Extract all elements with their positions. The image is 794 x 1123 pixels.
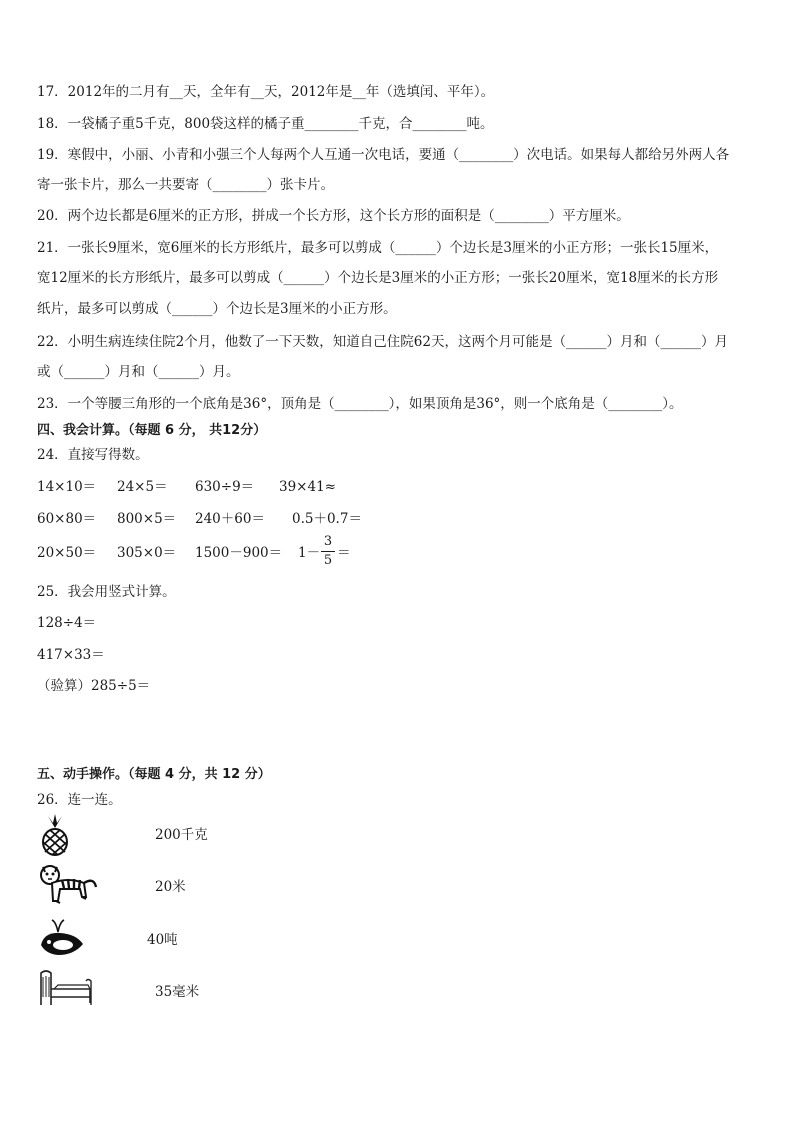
question-21-line3: 纸片，最多可以剪成（______）个边长是3厘米的小正方形。 bbox=[37, 301, 397, 317]
calc-item: 0.5＋0.7＝ bbox=[292, 511, 362, 527]
vertical-calc-1: 128÷4＝ bbox=[37, 615, 97, 631]
bed-icon bbox=[38, 967, 94, 1007]
vertical-calc-2: 417×33＝ bbox=[37, 647, 105, 663]
match-label: 200千克 bbox=[155, 827, 208, 843]
calc-item: 800×5＝ bbox=[117, 511, 177, 527]
question-22-line2: 或（______）月和（______）月。 bbox=[37, 364, 240, 380]
pineapple-icon bbox=[38, 814, 72, 856]
calc-item: 20×50＝ bbox=[37, 545, 97, 561]
fraction-denominator: 5 bbox=[323, 553, 333, 568]
calc-item: 14×10＝ bbox=[37, 479, 97, 495]
calc-item: 305×0＝ bbox=[117, 545, 177, 561]
fraction-prefix: 1－ bbox=[298, 545, 321, 561]
question-19-line2: 寄一张卡片，那么一共要寄（________）张卡片。 bbox=[37, 177, 334, 193]
section-4-title: 四、我会计算。（每题 6 分， 共12分） bbox=[37, 423, 267, 438]
question-26: 26．连一连。 bbox=[37, 792, 122, 808]
calc-item: 630÷9＝ bbox=[195, 479, 255, 495]
calc-item: 39×41≈ bbox=[279, 479, 336, 495]
match-label: 20米 bbox=[155, 879, 186, 895]
question-22-line1: 22．小明生病连续住院2个月，他数了一下天数，知道自己住院62天，这两个月可能是（______）月和（______）月 bbox=[37, 334, 728, 350]
match-label: 40吨 bbox=[147, 932, 178, 948]
question-23: 23．一个等腰三角形的一个底角是36°，顶角是（________），如果顶角是36°，则一个底角是（________）。 bbox=[37, 396, 683, 412]
calc-item: 24×5＝ bbox=[117, 479, 168, 495]
question-24: 24．直接写得数。 bbox=[37, 447, 149, 463]
question-21-line2: 宽12厘米的长方形纸片，最多可以剪成（______）个边长是3厘米的小正方形；一张长20厘米，宽18厘米的长方形 bbox=[37, 270, 719, 286]
question-18: 18．一袋橘子重5千克，800袋这样的橘子重________千克，合________吨。 bbox=[37, 116, 494, 132]
question-20: 20．两个边长都是6厘米的正方形，拼成一个长方形，这个长方形的面积是（________）平方厘米。 bbox=[37, 208, 630, 224]
calc-item: 240＋60＝ bbox=[195, 511, 265, 527]
section-5-title: 五、动手操作。（每题 4 分，共 12 分） bbox=[37, 767, 271, 782]
calc-item: 1500－900＝ bbox=[195, 545, 283, 561]
calc-item: 60×80＝ bbox=[37, 511, 97, 527]
match-label: 35毫米 bbox=[155, 984, 200, 1000]
fraction-suffix: ＝ bbox=[337, 545, 351, 561]
fraction-numerator: 3 bbox=[323, 534, 333, 549]
question-25: 25．我会用竖式计算。 bbox=[37, 584, 176, 600]
fraction-bar bbox=[321, 551, 335, 552]
fraction-three-fifths bbox=[321, 535, 335, 568]
question-19-line1: 19．寒假中，小丽、小青和小强三个人每两个人互通一次电话，要通（________）次电话。如果每人都给另外两人各 bbox=[37, 147, 730, 163]
tiger-icon bbox=[38, 863, 100, 905]
vertical-calc-3: （验算）285÷5＝ bbox=[37, 678, 151, 694]
question-17: 17．2012年的二月有__天，全年有__天，2012年是__年（选填闰、平年）。 bbox=[37, 84, 495, 100]
question-21-line1: 21．一张长9厘米，宽6厘米的长方形纸片，最多可以剪成（______）个边长是3厘米的小正方形；一张长15厘米， bbox=[37, 240, 719, 256]
whale-icon bbox=[38, 918, 86, 958]
